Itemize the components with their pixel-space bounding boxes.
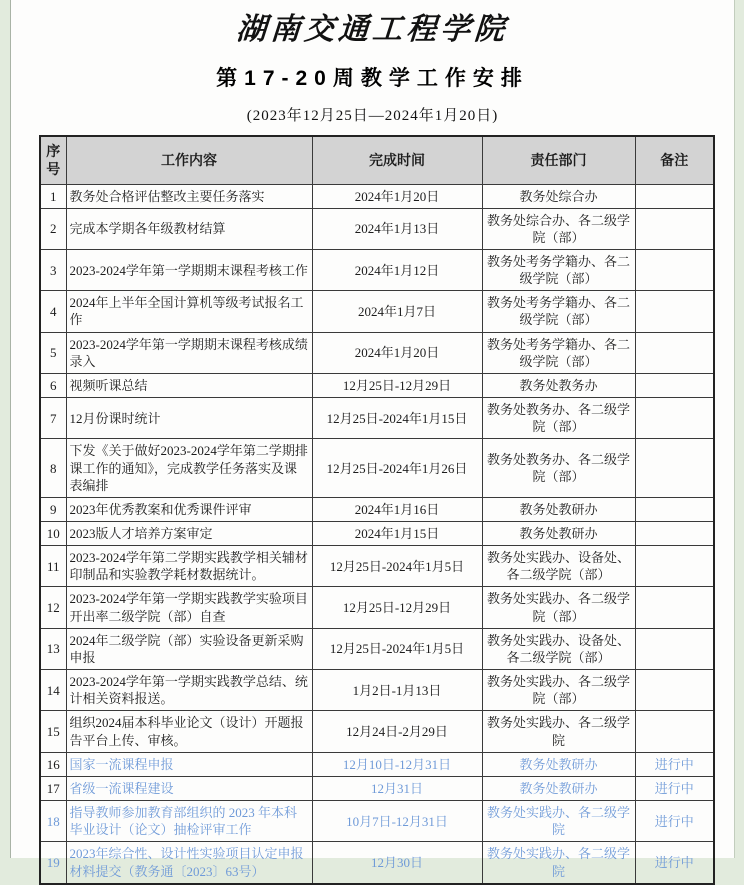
row-content: 2023-2024学年第一学期实践教学总结、统计相关资料报送。 [66, 670, 312, 711]
table-row [40, 776, 714, 800]
row-dept: 教务处实践办、设备处、各二级学院（部） [482, 628, 635, 669]
row-time: 12月25日-12月29日 [312, 373, 482, 397]
header-time: 完成时间 [312, 136, 482, 184]
row-content: 2023-2024学年第二学期实践教学相关辅材印制品和实验教学耗材数据统计。 [66, 546, 312, 587]
row-dept: 教务处教研办 [482, 752, 635, 776]
row-content: 2023年优秀教案和优秀课件评审 [66, 497, 312, 521]
row-content: 2023版人才培养方案审定 [66, 522, 312, 546]
row-dept: 教务处综合办、各二级学院（部） [482, 208, 635, 249]
row-dept: 教务处综合办 [482, 184, 635, 208]
row-remark [635, 332, 714, 373]
row-content: 组织2024届本科毕业论文（设计）开题报告平台上传、审核。 [66, 711, 312, 752]
row-content: 国家一流课程申报 [66, 752, 312, 776]
row-no: 2 [40, 208, 66, 249]
row-content: 2023-2024学年第一学期期末课程考核成绩录入 [66, 332, 312, 373]
row-content: 2024年二级学院（部）实验设备更新采购申报 [66, 628, 312, 669]
row-remark [635, 497, 714, 521]
table-row [40, 587, 714, 628]
row-no: 3 [40, 249, 66, 290]
row-dept: 教务处实践办、各二级学院 [482, 801, 635, 842]
row-dept: 教务处实践办、各二级学院 [482, 711, 635, 752]
header-dept: 责任部门 [482, 136, 635, 184]
row-remark [635, 373, 714, 397]
table-row [40, 497, 714, 521]
row-no: 10 [40, 522, 66, 546]
row-dept: 教务处教务办、各二级学院（部） [482, 398, 635, 439]
row-content: 下发《关于做好2023-2024学年第二学期排课工作的通知》，完成教学任务落实及课表编排 [66, 439, 312, 497]
table-row [40, 842, 714, 884]
row-content: 2024年上半年全国计算机等级考试报名工作 [66, 291, 312, 332]
table-row [40, 522, 714, 546]
table-row [40, 801, 714, 842]
row-time: 12月25日-2024年1月26日 [312, 439, 482, 497]
row-time: 12月25日-2024年1月15日 [312, 398, 482, 439]
row-content: 教务处合格评估整改主要任务落实 [66, 184, 312, 208]
row-dept: 教务处考务学籍办、各二级学院（部） [482, 249, 635, 290]
row-time: 2024年1月13日 [312, 208, 482, 249]
row-content: 指导教师参加教育部组织的 2023 年本科毕业设计（论文）抽检评审工作 [66, 801, 312, 842]
row-remark [635, 184, 714, 208]
table-row [40, 752, 714, 776]
schedule-table [39, 135, 715, 885]
row-time: 12月24日-2月29日 [312, 711, 482, 752]
row-time: 12月10日-12月31日 [312, 752, 482, 776]
row-content: 省级一流课程建设 [66, 776, 312, 800]
row-dept: 教务处教务办 [482, 373, 635, 397]
row-dept: 教务处教研办 [482, 497, 635, 521]
table-row [40, 546, 714, 587]
row-dept: 教务处考务学籍办、各二级学院（部） [482, 291, 635, 332]
row-no: 9 [40, 497, 66, 521]
table-row [40, 439, 714, 497]
row-no: 11 [40, 546, 66, 587]
row-remark [635, 546, 714, 587]
status-badge: 进行中 [635, 842, 714, 884]
header-content: 工作内容 [66, 136, 312, 184]
header-remark: 备注 [635, 136, 714, 184]
row-no: 13 [40, 628, 66, 669]
row-time: 2024年1月16日 [312, 497, 482, 521]
row-time: 2024年1月7日 [312, 291, 482, 332]
row-dept: 教务处考务学籍办、各二级学院（部） [482, 332, 635, 373]
row-dept: 教务处实践办、各二级学院（部） [482, 587, 635, 628]
row-no: 14 [40, 670, 66, 711]
row-time: 2024年1月20日 [312, 332, 482, 373]
table-row [40, 398, 714, 439]
row-time: 12月25日-2024年1月5日 [312, 546, 482, 587]
row-no: 16 [40, 752, 66, 776]
row-dept: 教务处教研办 [482, 522, 635, 546]
row-dept: 教务处实践办、设备处、各二级学院（部） [482, 546, 635, 587]
table-row [40, 291, 714, 332]
table-row [40, 670, 714, 711]
row-no: 12 [40, 587, 66, 628]
row-dept: 教务处实践办、各二级学院 [482, 842, 635, 884]
row-no: 6 [40, 373, 66, 397]
school-calligraphy-logo: 湖南交通工程学院 [235, 13, 510, 46]
row-time: 12月25日-12月29日 [312, 587, 482, 628]
table-row [40, 332, 714, 373]
page-title: 第17-20周教学工作安排 [216, 67, 529, 90]
row-no: 8 [40, 439, 66, 497]
row-content: 12月份课时统计 [66, 398, 312, 439]
table-row [40, 373, 714, 397]
row-time: 1月2日-1月13日 [312, 670, 482, 711]
row-time: 10月7日-12月31日 [312, 801, 482, 842]
table-row [40, 208, 714, 249]
row-time: 2024年1月20日 [312, 184, 482, 208]
row-content: 2023年综合性、设计性实验项目认定申报材料提交（教务通〔2023〕63号） [66, 842, 312, 884]
row-remark [635, 208, 714, 249]
row-remark [635, 711, 714, 752]
table-row [40, 711, 714, 752]
row-time: 12月25日-2024年1月5日 [312, 628, 482, 669]
row-no: 1 [40, 184, 66, 208]
row-remark [635, 670, 714, 711]
row-remark [635, 291, 714, 332]
row-time: 12月30日 [312, 842, 482, 884]
row-remark [635, 398, 714, 439]
row-content: 2023-2024学年第一学期期末课程考核工作 [66, 249, 312, 290]
row-no: 17 [40, 776, 66, 800]
row-content: 完成本学期各年级教材结算 [66, 208, 312, 249]
table-row [40, 249, 714, 290]
row-dept: 教务处实践办、各二级学院（部） [482, 670, 635, 711]
row-time: 2024年1月15日 [312, 522, 482, 546]
row-no: 19 [40, 842, 66, 884]
table-header-row [40, 136, 714, 184]
row-no: 7 [40, 398, 66, 439]
row-dept: 教务处教研办 [482, 776, 635, 800]
row-no: 4 [40, 291, 66, 332]
row-no: 18 [40, 801, 66, 842]
row-dept: 教务处教务办、各二级学院（部） [482, 439, 635, 497]
row-time: 2024年1月12日 [312, 249, 482, 290]
row-remark [635, 628, 714, 669]
table-row [40, 184, 714, 208]
status-badge: 进行中 [635, 776, 714, 800]
row-remark [635, 587, 714, 628]
row-no: 5 [40, 332, 66, 373]
row-content: 2023-2024学年第一学期实践教学实验项目开出率二级学院（部）自查 [66, 587, 312, 628]
date-range-subtitle: (2023年12月25日—2024年1月20日) [246, 108, 499, 124]
row-remark [635, 439, 714, 497]
row-remark [635, 249, 714, 290]
status-badge: 进行中 [635, 752, 714, 776]
row-remark [635, 522, 714, 546]
row-no: 15 [40, 711, 66, 752]
table-row [40, 628, 714, 669]
status-badge: 进行中 [635, 801, 714, 842]
document-page [10, 0, 735, 879]
row-time: 12月31日 [312, 776, 482, 800]
header-no: 序号 [40, 136, 66, 184]
row-content: 视频听课总结 [66, 373, 312, 397]
